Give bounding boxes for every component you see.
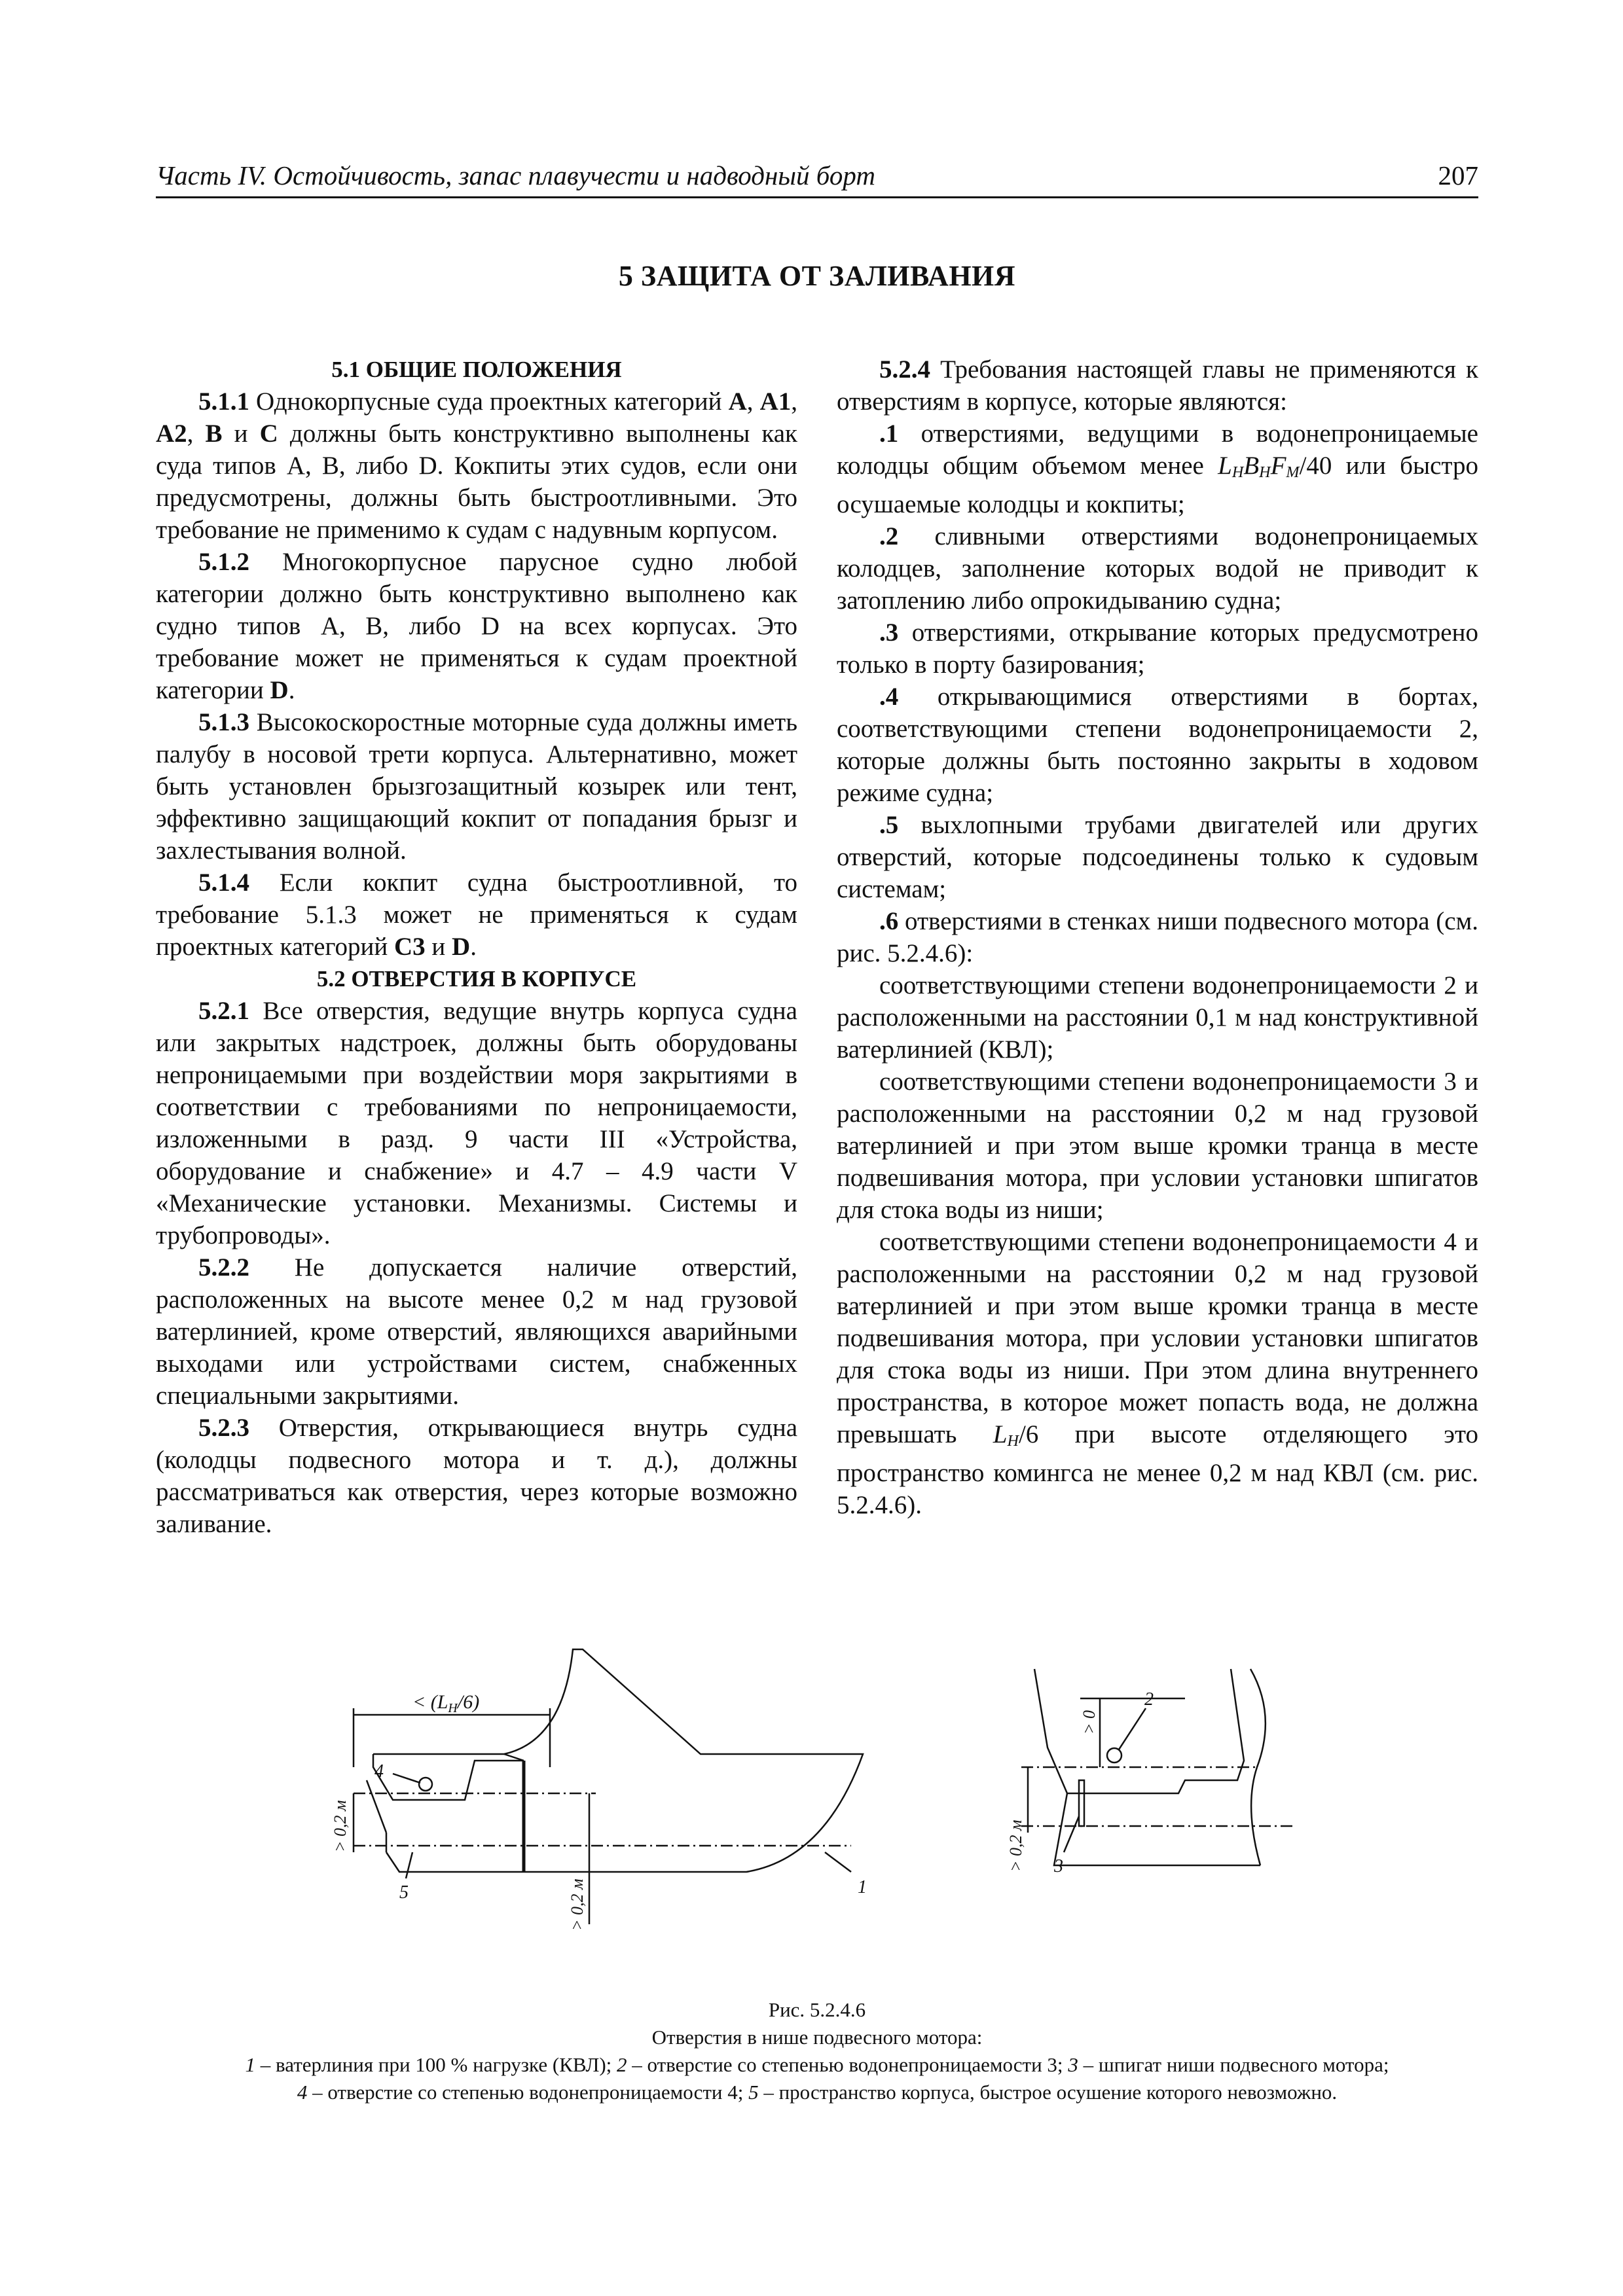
item-number: .5 [879,810,899,839]
figure-caption [156,1996,1478,2106]
legend-num: 1 [245,2053,256,2076]
well-outline [1034,1669,1244,1793]
item-4 [837,681,1478,809]
text: Все отверстия, ведущие внутрь корпуса судна или закрытых надстроек, должны быть оборудованы непроницаемыми при воздействии моря закрытиями в соответствии с требованиями по непроницаемости, изложенными в разд. 9 части III «Устройства, оборудование и снабжение» и 4.7 – 4.9 части V «Механические установки. Механизмы. Системы и трубопроводы». [156,997,797,1249]
clause-number: 5.2.2 [198,1253,249,1282]
section-heading-5-2: 5.2 ОТВЕРСТИЯ В КОРПУСЕ [316,966,637,992]
paragraph-5-1-4 [156,867,797,963]
label-3: 3 [1054,1856,1063,1876]
text: Многокорпусное парусное судно любой категории должно быть конструктивно выполнено как судно типов A, B, либо D на всех корпусах. Это требование может не применяться к судам проектной категории [156,548,797,704]
left-column [156,353,797,1540]
formula-var: F [1270,452,1286,480]
text: должны быть конструктивно выполнены как суда типов A, B, либо D. Кокпиты этих судов, если они предусмотрены, должны быть быстроотливными. Это требование не применимо к судам с надувным корпусом. [156,420,798,544]
item-number: .3 [879,618,899,647]
formula-var: B [1243,452,1260,480]
category: A1 [759,387,792,416]
text: Высокоскоростные моторные суда должны иметь палубу в носовой трети корпуса. Альтернативно, может быть установлен брызгозащитный козырек или тент, эффективно защищающий кокпит от попадания брызг и захлестывания волной. [156,708,797,865]
text: Отверстия, открывающиеся внутрь судна (колодцы подвесного мотора и т. д.), должны рассматриваться как отверстия, через которые возможно заливание. [156,1414,797,1538]
category: D [270,676,289,704]
formula-sub: H [1259,463,1271,481]
item-number: .2 [879,522,899,550]
text: отверстиями в стенках ниши подвесного мотора (см. рис. 5.2.4.6): [837,906,1478,967]
legend-num: 2 [617,2053,627,2076]
legend-text: – ватерлиния при 100 % нагрузке (КВЛ); [255,2053,617,2076]
clause-number: 5.1.4 [198,869,249,897]
deck-edge [504,1754,524,1761]
clause-number: 5.2.1 [198,997,249,1025]
label-5: 5 [399,1882,409,1903]
formula-sub: M [1286,463,1300,481]
label-4: 4 [374,1761,384,1782]
label-2: 2 [1144,1689,1154,1710]
text: и [425,933,452,961]
text: , [791,387,797,416]
subitem-3 [837,1226,1478,1521]
item-number: .1 [879,420,899,448]
leader-1 [825,1852,851,1872]
text: отверстиями, ведущими в водонепроницаемые колодцы общим объемом менее [837,420,1478,480]
figure-5-2-4-6 [314,1636,1309,1977]
running-header [156,156,1478,198]
paragraph-5-2-4 [837,353,1478,418]
text: отверстиями, открывание которых предусмотрено только в порту базирования; [837,618,1478,679]
legend-num: 3 [1068,2053,1078,2076]
subitem-1: соответствующими степени водонепроницаемости 2 и расположенными на расстоянии 0,1 м над конструктивной ватерлинией (КВЛ); [837,971,1478,1064]
legend-text: – отверстие со степенью водонепроницаемости 3; [627,2053,1068,2076]
scupper [1079,1780,1084,1826]
category: A [728,387,747,416]
clause-number: 5.1.3 [198,708,249,736]
chapter-title: 5 ЗАЩИТА ОТ ЗАЛИВАНИЯ [618,260,1016,292]
dim-02-c-label: > 0,2 м [1006,1820,1025,1872]
paragraph-5-2-3 [156,1412,797,1540]
clause-number: 5.2.4 [879,355,930,384]
text: , [746,387,760,416]
item-3 [837,617,1478,681]
clause-number: 5.2.3 [198,1414,249,1442]
text: сливными отверстиями водонепроницаемых колодцев, заполнение которых водой не приводит к затоплению либо опрокидыванию судна; [837,522,1478,615]
text: выхлопными трубами двигателей или других отверстий, которые подсоединены только к судовым системам; [837,810,1478,903]
text: Однокорпусные суда проектных категорий [249,387,729,416]
header-title: Часть IV. Остойчивость, запас плавучести и надводный борт [156,160,875,190]
caption-legend-line-2 [156,2079,1478,2106]
right-column [837,353,1478,1521]
category: A2 [156,420,187,448]
label-1: 1 [858,1877,867,1897]
dim-length-label: < $(L_H/6)$ [412,1691,480,1715]
formula-sub: H [1231,463,1244,481]
section-heading-5-1: 5.1 ОБЩИЕ ПОЛОЖЕНИЯ [331,357,622,382]
hull-outline [373,1649,863,1872]
leader-4 [393,1774,420,1783]
text: . [288,676,295,704]
page-number: 207 [1438,160,1478,190]
text: /40 или быстро осушаемые колодцы и кокпиты; [837,452,1478,518]
clause-number: 5.1.1 [198,387,249,416]
legend-num: 4 [297,2081,308,2104]
leader-3 [1064,1816,1079,1852]
text: /6 при высоте отделяющего это пространство комингса не менее 0,2 м над КВЛ (см. рис. 5.2.4.6). [837,1420,1478,1519]
dim-02-b: > 0,2 м [568,1878,587,1931]
category: B [205,420,223,448]
text: Требования настоящей главы не применяются к отверстиям в корпусе, которые являются: [837,355,1478,416]
item-5 [837,809,1478,905]
formula-var: L [1218,452,1232,480]
caption-legend-line-1 [156,2051,1478,2079]
item-6 [837,905,1478,969]
legend-text: – пространство корпуса, быстрое осушение которого невозможно. [758,2081,1338,2104]
category: C [259,420,278,448]
figure-drawing [314,1636,1309,1977]
text: открывающимися отверстиями в бортах, соответствующими степени водонепроницаемости 2, которые должны быть постоянно закрыты в ходовом режиме судна; [837,682,1478,807]
leader-5 [406,1852,412,1878]
paragraph-5-2-2 [156,1251,797,1412]
legend-text: – отверстие со степенью водонепроницаемости 4; [307,2081,749,2104]
paragraph-5-1-2 [156,546,797,706]
caption-title: Отверстия в нише подвесного мотора: [651,2026,983,2049]
paragraph-5-1-1 [156,386,797,546]
item-2 [837,520,1478,617]
opening-circle [1107,1748,1122,1763]
category: C3 [394,933,426,961]
dim-02-a: > 0,2 м [331,1800,350,1852]
leader-2 [1119,1708,1146,1749]
text: , [187,420,206,448]
hull-break-line [1250,1669,1266,1865]
legend-text: – шпигат ниши подвесного мотора; [1078,2053,1389,2076]
legend-num: 5 [748,2081,759,2104]
clause-number: 5.1.2 [198,548,249,576]
formula-var: L [993,1420,1008,1448]
caption-number: Рис. 5.2.4.6 [768,1998,866,2021]
text: соответствующими степени водонепроницаемости 4 и расположенными на расстоянии 0,2 м над грузовой ватерлинией и при этом выше кромки транца в месте подвешивания мотора, при условии установки шпигатов для стока воды из ниши. При этом длина внутреннего пространства, в которое может попасть вода, не должна превышать [837,1227,1478,1448]
text: и [222,420,260,448]
paragraph-5-2-1 [156,995,797,1251]
item-number: .4 [879,682,899,711]
opening-circle [419,1778,432,1791]
paragraph-5-1-3 [156,706,797,867]
formula-sub: H [1007,1431,1019,1450]
transom [367,1780,386,1833]
item-1 [837,418,1478,520]
text: . [470,933,477,961]
subitem-2: соответствующими степени водонепроницаемости 3 и расположенными на расстоянии 0,2 м над грузовой ватерлинией и при этом выше кромки транца в месте подвешивания мотора, при условии установки шпигатов для стока воды из ниши; [837,1067,1478,1224]
text: Если кокпит судна быстроотливной, то требование 5.1.3 может не применяться к судам проектных категорий [156,869,797,961]
item-number: .6 [879,906,899,935]
text: Не допускается наличие отверстий, расположенных на высоте менее 0,2 м над грузовой ватерлинией, кроме отверстий, являющихся аварийными выходами или устройствами систем, снабженных специальными закрытиями. [156,1253,797,1410]
dim-0-label: > 0 [1080,1710,1099,1734]
category: D [452,933,471,961]
